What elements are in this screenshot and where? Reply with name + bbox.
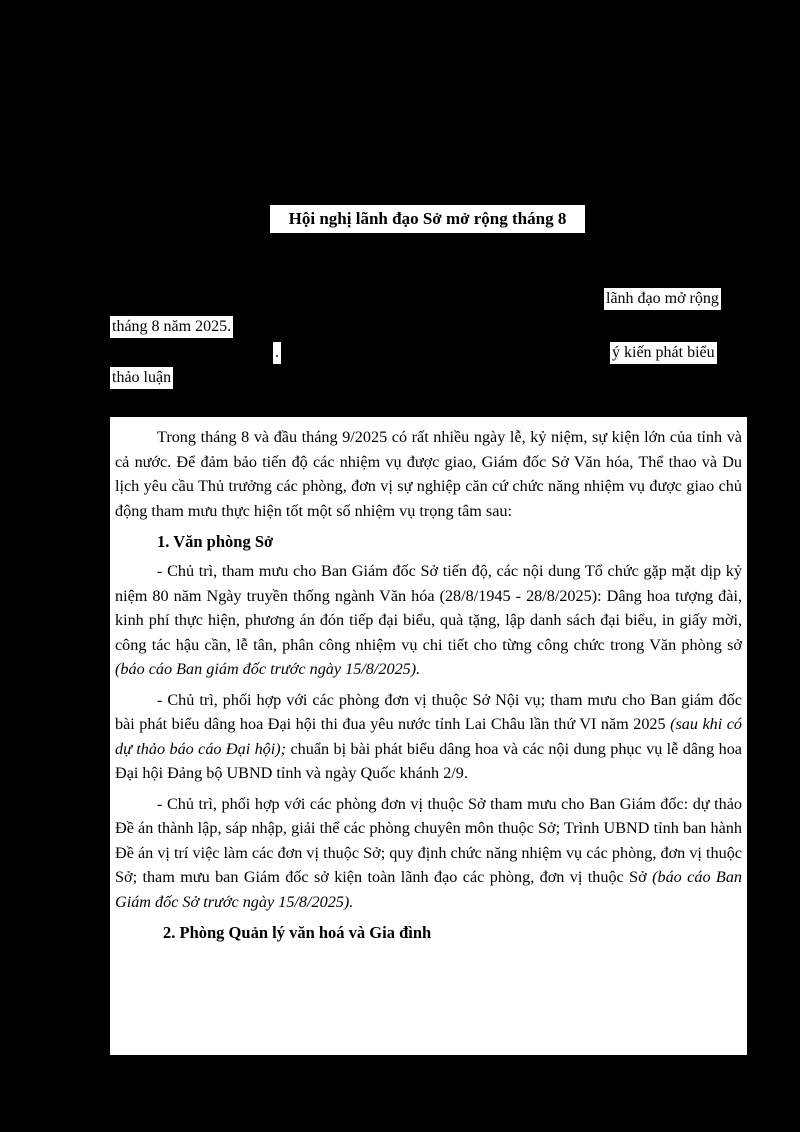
intro-paragraph: Trong tháng 8 và đầu tháng 9/2025 có rất nhiều ngày lễ, kỷ niệm, sự kiện lớn của tỉnh và cả nước. Để đảm bảo tiến độ các nhiệm vụ được giao, Giám đốc Sở Văn hóa, Thể thao và Du lịch yêu cầu Thủ trưởng các phòng, đơn vị sự nghiệp căn cứ chức năng nhiệm vụ được giao chủ động tham mưu thực hiện tốt một số nhiệm vụ trọng tâm sau: bbox=[115, 428, 742, 520]
intro-fragment-4: ý kiến phát biểu bbox=[610, 342, 717, 364]
section-heading-van-phong: 1. Văn phòng Sở bbox=[157, 532, 274, 551]
intro-fragment-2: tháng 8 năm 2025. bbox=[110, 316, 233, 338]
intro-fragment-3: . bbox=[273, 342, 281, 364]
section-heading-quan-ly-van-hoa: 2. Phòng Quản lý văn hoá và Gia đình bbox=[163, 923, 432, 942]
section1-item-1: - Chủ trì, tham mưu cho Ban Giám đốc Sở tiến độ, các nội dung Tổ chức gặp mặt dịp kỷ niệm 80 năm Ngày truyền thống ngành Văn hóa (28/8/1945 - 28/8/2025): Dâng hoa tượng đài, kinh phí thực hiện, phương án đón tiếp đại biểu, quà tặng, lập danh sách đại biểu, in giấy mời, công tác hậu cần, lễ tân, phân công nhiệm vụ chi tiết cho từng công chức trong Văn phòng sở (báo cáo Ban giám đốc trước ngày 15/8/2025). bbox=[115, 562, 742, 678]
intro-fragment-1: lãnh đạo mở rộng bbox=[604, 288, 721, 310]
section1-item-2: - Chủ trì, phối hợp với các phòng đơn vị thuộc Sở Nội vụ; tham mưu cho Ban giám đốc bài phát biểu dâng hoa Đại hội thi đua yêu nước tỉnh Lai Châu lần thứ VI năm 2025 (sau khi có dự thảo báo cáo Đại hội); chuẩn bị bài phát biểu dâng hoa và các nội dung phục vụ lễ dâng hoa Đại hội Đảng bộ UBND tỉnh và ngày Quốc khánh 2/9. bbox=[115, 690, 743, 782]
main-content-box bbox=[110, 417, 747, 1055]
section1-item-3: - Chủ trì, phối hợp với các phòng đơn vị thuộc Sở tham mưu cho Ban Giám đốc: dự thảo Đề án thành lập, sáp nhập, giải thể các phòng chuyên môn thuộc Sở; Trình UBND tỉnh ban hành Đề án vị trí việc làm các đơn vị thuộc Sở; quy định chức năng nhiệm vụ các phòng, đơn vị thuộc Sở; tham mưu ban Giám đốc sở kiện toàn lãnh đạo các phòng, đơn vị thuộc Sở (báo cáo Ban Giám đốc Sở trước ngày 15/8/2025). bbox=[115, 794, 743, 911]
document-title: Hội nghị lãnh đạo Sở mở rộng tháng 8 bbox=[270, 205, 585, 233]
intro-fragment-5: thảo luận bbox=[110, 367, 173, 389]
